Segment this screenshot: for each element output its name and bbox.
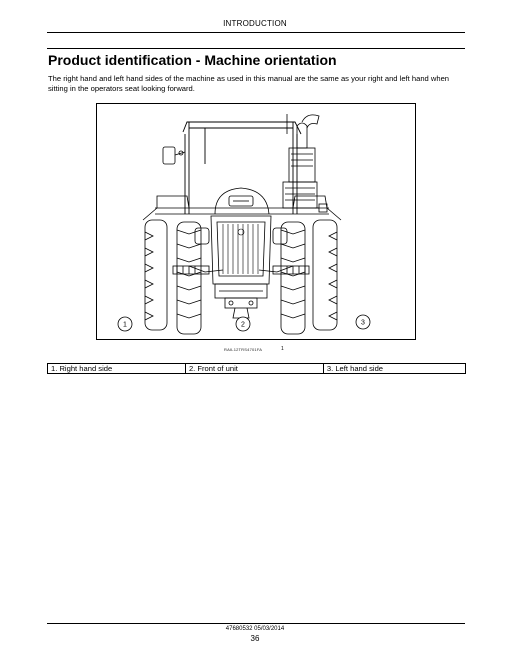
figure-legend-table: [47, 363, 466, 374]
tractor-figure: [96, 103, 416, 340]
left-front-tire: [281, 222, 305, 334]
callout-label-1: 1: [123, 321, 127, 329]
legend-item-left-hand-side: 3. Left hand side: [323, 364, 465, 374]
header-rule: [47, 32, 465, 33]
figure-code: RAIL12TRS4701FA: [224, 347, 263, 352]
legend-item-front-of-unit: 2. Front of unit: [185, 364, 323, 374]
right-mirror: [163, 147, 185, 164]
right-front-tire: [177, 222, 201, 334]
footer-rule: [47, 623, 465, 624]
right-rear-tire: [145, 220, 167, 330]
running-header: INTRODUCTION: [223, 19, 287, 28]
callout-label-2: 2: [241, 321, 245, 329]
headlights: [195, 228, 287, 244]
tractor-front-illustration: [97, 104, 416, 340]
title-rule: [47, 48, 465, 49]
left-rear-tire: [313, 220, 337, 330]
figure-number: 1: [281, 346, 284, 352]
page-title: Product identification - Machine orientation: [48, 52, 337, 68]
legend-item-right-hand-side: 1. Right hand side: [48, 364, 186, 374]
hood: [211, 188, 271, 284]
legend-row: [48, 364, 466, 374]
front-axle: [173, 266, 309, 274]
callout-label-3: 3: [361, 319, 365, 327]
footer-document-reference: 47680532 05/03/2014: [225, 626, 285, 632]
grille: [223, 224, 258, 274]
footer-page-number: 36: [250, 634, 260, 643]
intro-paragraph: The right hand and left hand sides of the machine as used in this manual are the same as your right and left hand when sitting in the operators seat looking forward.: [48, 74, 450, 93]
